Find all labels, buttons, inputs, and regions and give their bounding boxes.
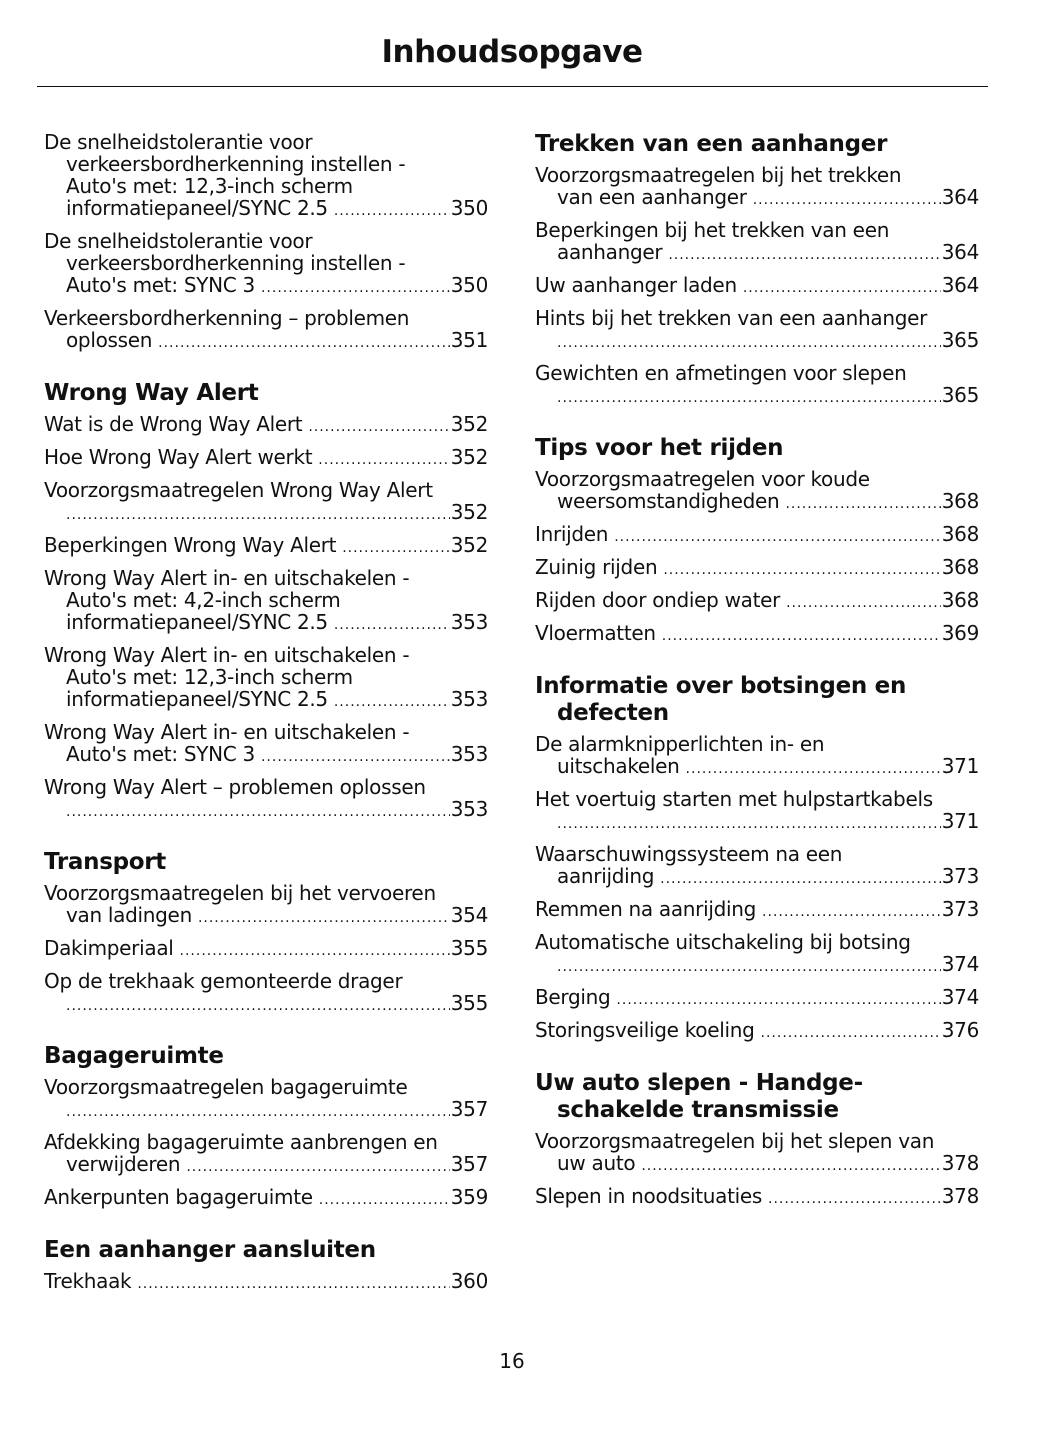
toc-entry-text: Hoe Wrong Way Alert werkt	[44, 445, 313, 469]
toc-entry-row	[535, 556, 979, 581]
toc-entry-text: uitschakelen	[557, 754, 680, 778]
toc-page-number: 353	[450, 742, 488, 766]
toc-entry[interactable]	[535, 556, 979, 581]
toc-entry-text: Het voertuig starten met hulpstartkabels	[535, 787, 933, 811]
toc-page-number: 364	[941, 185, 979, 209]
dot-leader	[66, 1101, 450, 1123]
dot-leader	[753, 189, 941, 211]
toc-entry-text: Auto's met: SYNC 3	[66, 273, 255, 297]
toc-entry[interactable]	[44, 131, 488, 222]
toc-entry-text: Slepen in noodsituaties	[535, 1184, 762, 1208]
toc-entry-text: informatiepaneel/SYNC 2.5	[66, 610, 328, 634]
toc-entry-text: Voorzorgsmaatregelen bij het slepen van	[535, 1129, 935, 1153]
toc-section	[535, 673, 979, 1044]
toc-entry-row	[535, 986, 979, 1011]
toc-entry-row	[66, 329, 488, 354]
toc-entry[interactable]	[44, 1131, 488, 1178]
dot-leader	[318, 449, 449, 471]
toc-page-number: 371	[941, 809, 979, 833]
toc-entry-text: Afdekking bagageruimte aanbrengen en	[44, 1130, 438, 1154]
toc-entry-row	[535, 523, 979, 548]
dot-leader	[785, 493, 940, 515]
dot-leader	[334, 200, 450, 222]
toc-entry-text: De snelheidstolerantie voor	[44, 229, 313, 253]
toc-entry-row	[66, 501, 488, 526]
toc-page-number: 350	[450, 196, 488, 220]
toc-page-number: 378	[941, 1151, 979, 1175]
page-title: Inhoudsopgave	[381, 34, 643, 70]
toc-entry-text: Op de trekhaak gemonteerde drager	[44, 969, 403, 993]
toc-page-number: 357	[450, 1097, 488, 1121]
toc-entry-row	[66, 1153, 488, 1178]
toc-entry-text: Beperkingen Wrong Way Alert	[44, 533, 337, 557]
toc-page-number: 373	[941, 864, 979, 888]
toc-entry-text: Waarschuwingssysteem na een	[535, 842, 843, 866]
toc-page-number: 352	[450, 533, 488, 557]
toc-entry-text: Wrong Way Alert – problemen oplossen	[44, 775, 426, 799]
dot-leader	[761, 1022, 941, 1044]
toc-page-number: 368	[941, 588, 979, 612]
toc-entry[interactable]	[535, 931, 979, 978]
toc-section	[44, 1237, 488, 1295]
toc-entry-text: oplossen	[66, 328, 153, 352]
toc-page-number: 364	[941, 240, 979, 264]
toc-entry[interactable]	[44, 721, 488, 768]
dot-leader	[616, 989, 940, 1011]
toc-entry-row	[66, 197, 488, 222]
toc-entry-row	[557, 329, 979, 354]
section-heading: Transport	[44, 849, 166, 875]
dot-leader	[137, 1273, 449, 1295]
toc-entry[interactable]	[44, 644, 488, 713]
dot-leader	[261, 277, 450, 299]
toc-entry-text: uw auto	[557, 1151, 636, 1175]
dot-leader	[308, 416, 449, 438]
dot-leader	[641, 1155, 940, 1177]
dot-leader	[662, 625, 941, 647]
toc-entry[interactable]	[535, 788, 979, 835]
toc-entry-row	[535, 1185, 979, 1210]
toc-entry-text: aanhanger	[557, 240, 663, 264]
toc-entry[interactable]	[44, 307, 488, 354]
toc-entry-text: verkeersbordherkenning instellen -	[66, 152, 406, 176]
toc-entry-row	[535, 1019, 979, 1044]
toc-page-number: 368	[941, 555, 979, 579]
toc-entry-text: Wrong Way Alert in- en uitschakelen -	[44, 643, 410, 667]
toc-page-number: 352	[450, 412, 488, 436]
toc-entry-text: Voorzorgsmaatregelen Wrong Way Alert	[44, 478, 433, 502]
toc-right-column	[535, 131, 979, 1236]
toc-entry[interactable]	[44, 937, 488, 962]
toc-page-number: 369	[941, 621, 979, 645]
page-number: 16	[499, 1349, 525, 1373]
toc-entry[interactable]	[535, 589, 979, 614]
toc-entry[interactable]	[44, 230, 488, 299]
toc-entry-row	[44, 1270, 488, 1295]
toc-entry[interactable]	[535, 362, 979, 409]
dot-leader	[66, 995, 450, 1017]
toc-entry-text: Wat is de Wrong Way Alert	[44, 412, 303, 436]
dot-leader	[686, 758, 941, 780]
toc-entry[interactable]	[535, 219, 979, 266]
toc-entry-text: Ankerpunten bagageruimte	[44, 1185, 313, 1209]
dot-leader	[668, 244, 940, 266]
dot-leader	[557, 956, 941, 978]
toc-entry-row	[44, 446, 488, 471]
dot-leader	[66, 801, 450, 823]
section-heading: Uw auto slepen - Handge- schakelde transmissie	[535, 1070, 863, 1123]
toc-entry-text: Uw aanhanger laden	[535, 273, 737, 297]
section-heading: Informatie over botsingen en defecten	[535, 673, 907, 726]
toc-page-number: 373	[941, 897, 979, 921]
toc-entry-text: Wrong Way Alert in- en uitschakelen -	[44, 566, 410, 590]
toc-page-number: 352	[450, 445, 488, 469]
toc-entry[interactable]	[535, 898, 979, 923]
toc-entry-text: verkeersbordherkenning instellen -	[66, 251, 406, 275]
toc-page-number: 359	[450, 1185, 488, 1209]
toc-entry-text: Verkeersbordherkenning – problemen	[44, 306, 410, 330]
title-divider	[37, 86, 988, 87]
toc-entry-row	[557, 865, 979, 890]
toc-section	[535, 435, 979, 647]
toc-entry-text: informatiepaneel/SYNC 2.5	[66, 687, 328, 711]
dot-leader	[158, 332, 450, 354]
toc-entry-row	[66, 611, 488, 636]
toc-entry-text: Berging	[535, 985, 611, 1009]
toc-page-number: 368	[941, 522, 979, 546]
toc-section	[535, 131, 979, 409]
toc-entry-text: Inrijden	[535, 522, 609, 546]
dot-leader	[660, 868, 941, 890]
toc-entry[interactable]	[535, 1019, 979, 1044]
toc-section	[44, 1043, 488, 1211]
toc-entry-row	[535, 274, 979, 299]
toc-entry-text: informatiepaneel/SYNC 2.5	[66, 196, 328, 220]
toc-entry[interactable]	[44, 479, 488, 526]
toc-entry-text: Automatische uitschakeling bij botsing	[535, 930, 911, 954]
dot-leader	[198, 907, 450, 929]
toc-entry-text: weersomstandigheden	[557, 489, 780, 513]
toc-page-number: 364	[941, 273, 979, 297]
toc-page-number: 353	[450, 797, 488, 821]
toc-page-number: 357	[450, 1152, 488, 1176]
toc-entry[interactable]	[535, 164, 979, 211]
toc-page-number: 378	[941, 1184, 979, 1208]
dot-leader	[334, 691, 450, 713]
toc-entry-text: Auto's met: SYNC 3	[66, 742, 255, 766]
toc-left-column	[44, 131, 488, 1321]
toc-entry-text: Vloermatten	[535, 621, 656, 645]
toc-entry-text: Storingsveilige koeling	[535, 1018, 755, 1042]
toc-entry-text: Auto's met: 12,3-inch scherm	[66, 174, 353, 198]
dot-leader	[557, 813, 941, 835]
toc-page-number: 355	[450, 991, 488, 1015]
toc-entry[interactable]	[535, 523, 979, 548]
dot-leader	[66, 504, 450, 526]
toc-page-number: 350	[450, 273, 488, 297]
dot-leader	[762, 901, 941, 923]
toc-page-number: 360	[450, 1269, 488, 1293]
toc-entry-text: aanrijding	[557, 864, 655, 888]
toc-entry[interactable]	[535, 468, 979, 515]
toc-entry[interactable]	[44, 446, 488, 471]
toc-page-number: 351	[450, 328, 488, 352]
toc-entry-text: Remmen na aanrijding	[535, 897, 757, 921]
dot-leader	[342, 537, 450, 559]
toc-entry-row	[557, 241, 979, 266]
toc-entry-text: Auto's met: 4,2-inch scherm	[66, 588, 341, 612]
dot-leader	[186, 1156, 449, 1178]
toc-entry-row	[66, 1098, 488, 1123]
toc-entry[interactable]	[535, 622, 979, 647]
dot-leader	[557, 332, 941, 354]
toc-page-number: 352	[450, 500, 488, 524]
toc-entry-text: Voorzorgsmaatregelen voor koude	[535, 467, 870, 491]
toc-entry[interactable]	[44, 413, 488, 438]
toc-entry-row	[557, 384, 979, 409]
toc-page-number: 376	[941, 1018, 979, 1042]
toc-entry-text: van ladingen	[66, 903, 192, 927]
section-heading: Een aanhanger aansluiten	[44, 1237, 376, 1263]
toc-entry[interactable]	[535, 307, 979, 354]
toc-entry[interactable]	[535, 733, 979, 780]
toc-entry-text: Hints bij het trekken van een aanhanger	[535, 306, 928, 330]
toc-entry-text: De snelheidstolerantie voor	[44, 130, 313, 154]
toc-page-number: 371	[941, 754, 979, 778]
toc-entry-row	[557, 953, 979, 978]
section-heading: Trekken van een aanhanger	[535, 131, 888, 157]
toc-entry-row	[535, 622, 979, 647]
toc-entry-text: Trekhaak	[44, 1269, 132, 1293]
toc-entry-text: Voorzorgsmaatregelen bij het vervoeren	[44, 881, 436, 905]
toc-entry-row	[44, 413, 488, 438]
toc-section	[44, 380, 488, 823]
toc-entry-row	[66, 798, 488, 823]
toc-entry[interactable]	[535, 843, 979, 890]
dot-leader	[786, 592, 941, 614]
toc-entry-row	[557, 810, 979, 835]
toc-entry-row	[66, 992, 488, 1017]
toc-entry-text: Rijden door ondiep water	[535, 588, 781, 612]
toc-entry-text: Beperkingen bij het trekken van een	[535, 218, 890, 242]
toc-entry-text: De alarmknipperlichten in- en	[535, 732, 825, 756]
toc-entry[interactable]	[535, 1130, 979, 1177]
toc-entry[interactable]	[44, 534, 488, 559]
toc-page-number: 354	[450, 903, 488, 927]
toc-page-number: 355	[450, 936, 488, 960]
section-heading: Wrong Way Alert	[44, 380, 259, 406]
toc-section	[44, 131, 488, 354]
dot-leader	[180, 940, 450, 962]
toc-entry-text: Auto's met: 12,3-inch scherm	[66, 665, 353, 689]
toc-page-number: 353	[450, 610, 488, 634]
toc-entry[interactable]	[44, 1186, 488, 1211]
section-heading: Tips voor het rijden	[535, 435, 784, 461]
toc-entry[interactable]	[44, 776, 488, 823]
toc-page-number: 365	[941, 328, 979, 352]
toc-page-number: 374	[941, 985, 979, 1009]
toc-entry-row	[557, 490, 979, 515]
toc-entry[interactable]	[535, 274, 979, 299]
toc-page-number: 365	[941, 383, 979, 407]
dot-leader	[261, 746, 450, 768]
toc-entry-row	[557, 1152, 979, 1177]
toc-entry-text: Gewichten en afmetingen voor slepen	[535, 361, 907, 385]
toc-section	[535, 1070, 979, 1210]
toc-entry-text: Voorzorgsmaatregelen bagageruimte	[44, 1075, 408, 1099]
toc-entry-row	[44, 534, 488, 559]
toc-entry[interactable]	[44, 1270, 488, 1295]
toc-entry-row	[44, 1186, 488, 1211]
dot-leader	[768, 1188, 941, 1210]
toc-entry[interactable]	[44, 567, 488, 636]
dot-leader	[334, 614, 450, 636]
toc-entry-text: verwijderen	[66, 1152, 181, 1176]
dot-leader	[614, 526, 941, 548]
toc-entry-row	[66, 743, 488, 768]
toc-entry[interactable]	[44, 1076, 488, 1123]
toc-entry[interactable]	[535, 1185, 979, 1210]
dot-leader	[319, 1189, 450, 1211]
toc-entry-text: Voorzorgsmaatregelen bij het trekken	[535, 163, 902, 187]
toc-entry-text: Wrong Way Alert in- en uitschakelen -	[44, 720, 410, 744]
toc-entry-row	[44, 937, 488, 962]
toc-entry-row	[557, 186, 979, 211]
toc-page-number: 368	[941, 489, 979, 513]
toc-entry[interactable]	[44, 882, 488, 929]
toc-page-number: 353	[450, 687, 488, 711]
toc-page-number: 374	[941, 952, 979, 976]
toc-entry-row	[535, 898, 979, 923]
toc-entry[interactable]	[44, 970, 488, 1017]
section-heading: Bagageruimte	[44, 1043, 224, 1069]
toc-section	[44, 849, 488, 1017]
toc-entry-text: Dakimperiaal	[44, 936, 174, 960]
dot-leader	[557, 387, 941, 409]
toc-entry-row	[66, 688, 488, 713]
toc-entry-row	[66, 904, 488, 929]
toc-entry-row	[66, 274, 488, 299]
dot-leader	[743, 277, 941, 299]
toc-entry-row	[535, 589, 979, 614]
toc-entry[interactable]	[535, 986, 979, 1011]
toc-entry-row	[557, 755, 979, 780]
toc-entry-text: Zuinig rijden	[535, 555, 658, 579]
dot-leader	[663, 559, 940, 581]
toc-entry-text: van een aanhanger	[557, 185, 747, 209]
